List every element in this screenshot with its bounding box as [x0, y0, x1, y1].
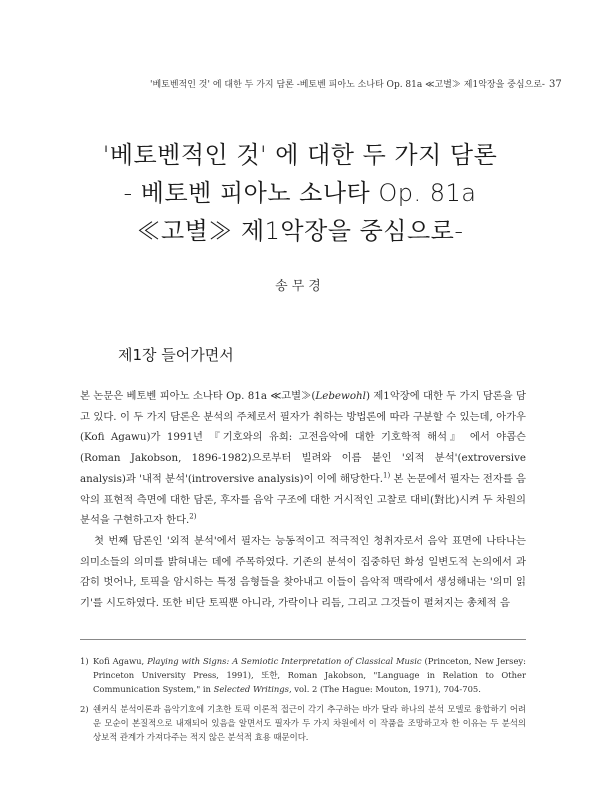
- footnote-number: 1): [80, 656, 89, 666]
- paper-title: [60, 136, 540, 250]
- footnote-ref-1[interactable]: 1): [383, 471, 391, 480]
- footnote-1: 1) Kofi Agawu, Playing with Signs: A Semiotic Interpretation of Classical Music (Princeton, New Jersey: Princeton University Press, 1991), 또한, Roman Jakobson, "Language in Relation to Other Communication System," in Selected Writings, vol. 2 (The Hague: Mouton, 1971), 704-705.: [80, 656, 526, 695]
- footnotes: [80, 654, 526, 749]
- title-line-1: '베토벤적인 것' 에 대한 두 가지 담론: [102, 141, 498, 169]
- running-title: '베토벤적인 것' 에 대한 두 가지 담론 -베토벤 피아노 소나타 Op. 81a ≪고별≫ 제1악장을 중심으로-: [150, 80, 545, 90]
- section-heading: 제1장 들어가면서: [118, 346, 234, 364]
- running-header: [150, 77, 562, 90]
- title-line-3: ≪고별≫ 제1악장을 중심으로-: [136, 217, 464, 245]
- author-name: 송무경: [275, 279, 325, 294]
- italic-title: Lebewohl: [315, 390, 366, 402]
- body-text: [80, 386, 526, 614]
- paragraph-2: 첫 번째 담론인 '외적 분석'에서 필자는 능동적이고 적극적인 청취자로서 음악 표면에 나타나는 의미소들의 의미를 밝혀내는 데에 주목하였다. 기존의 분석이 집중하던 화성 일변도적 논의에서 과감히 벗어나, 토픽을 암시하는 특정 음형들을 찾아내고 이들이 음악적 맥락에서 생성해내는 '의미 읽기'를 시도하였다. 또한 비단 토픽뿐 아니라, 가락이나 리듬, 그리고 그것들이 펼쳐지는 총체적 음: [80, 534, 527, 610]
- footnote-ref-2[interactable]: 2): [189, 512, 197, 521]
- paragraph-1: 본 논문은 베토벤 피아노 소나타 Op. 81a ≪고별≫(Lebewohl) 제1악장에 대한 두 가지 담론을 담고 있다. 이 두 가지 담론은 분석의 주체로서 필자가 취하는 방법론에 따라 구분할 수 있는데, 아가우(Kofi Agawu)가 1991년 『기호와의 유희: 고전음악에 대한 기호학적 해석』 에서 야콥슨(Roman Jakobson, 1896-1982)으로부터 빌려와 이름 붙인 '외적 분석'(extroversive analysis)과 '내적 분석'(introversive analysis)이 이에 해당한다.$^{1)}$ 본 논문에서 필자는 전자를 음악의 표현적 측면에 대한 담론, 후자를 음악 구조에 대한 거시적인 고찰로 대비(對比)시켜 두 차원의 분석을 구현하고자 한다.$^{2)}$: [80, 390, 527, 527]
- footnote-divider: [80, 639, 526, 640]
- footnote-2: 2) 쉔커식 분석이론과 음악기호에 기초한 토픽 이론적 접근이 각기 추구하는 바가 달라 하나의 분석 모델로 융합하기 어려운 모순이 본질적으로 내재되어 있음을 알면서도 필자가 두 가지 차원에서 이 작품을 조망하고자 한 이유는 두 분석의 상보적 관계가 가져다주는 적지 않은 분석적 효용 때문이다.: [80, 703, 526, 743]
- footnote-number: 2): [80, 703, 89, 714]
- title-line-2: - 베토벤 피아노 소나타 Op. 81a: [123, 179, 477, 207]
- page-number: 37: [548, 79, 562, 90]
